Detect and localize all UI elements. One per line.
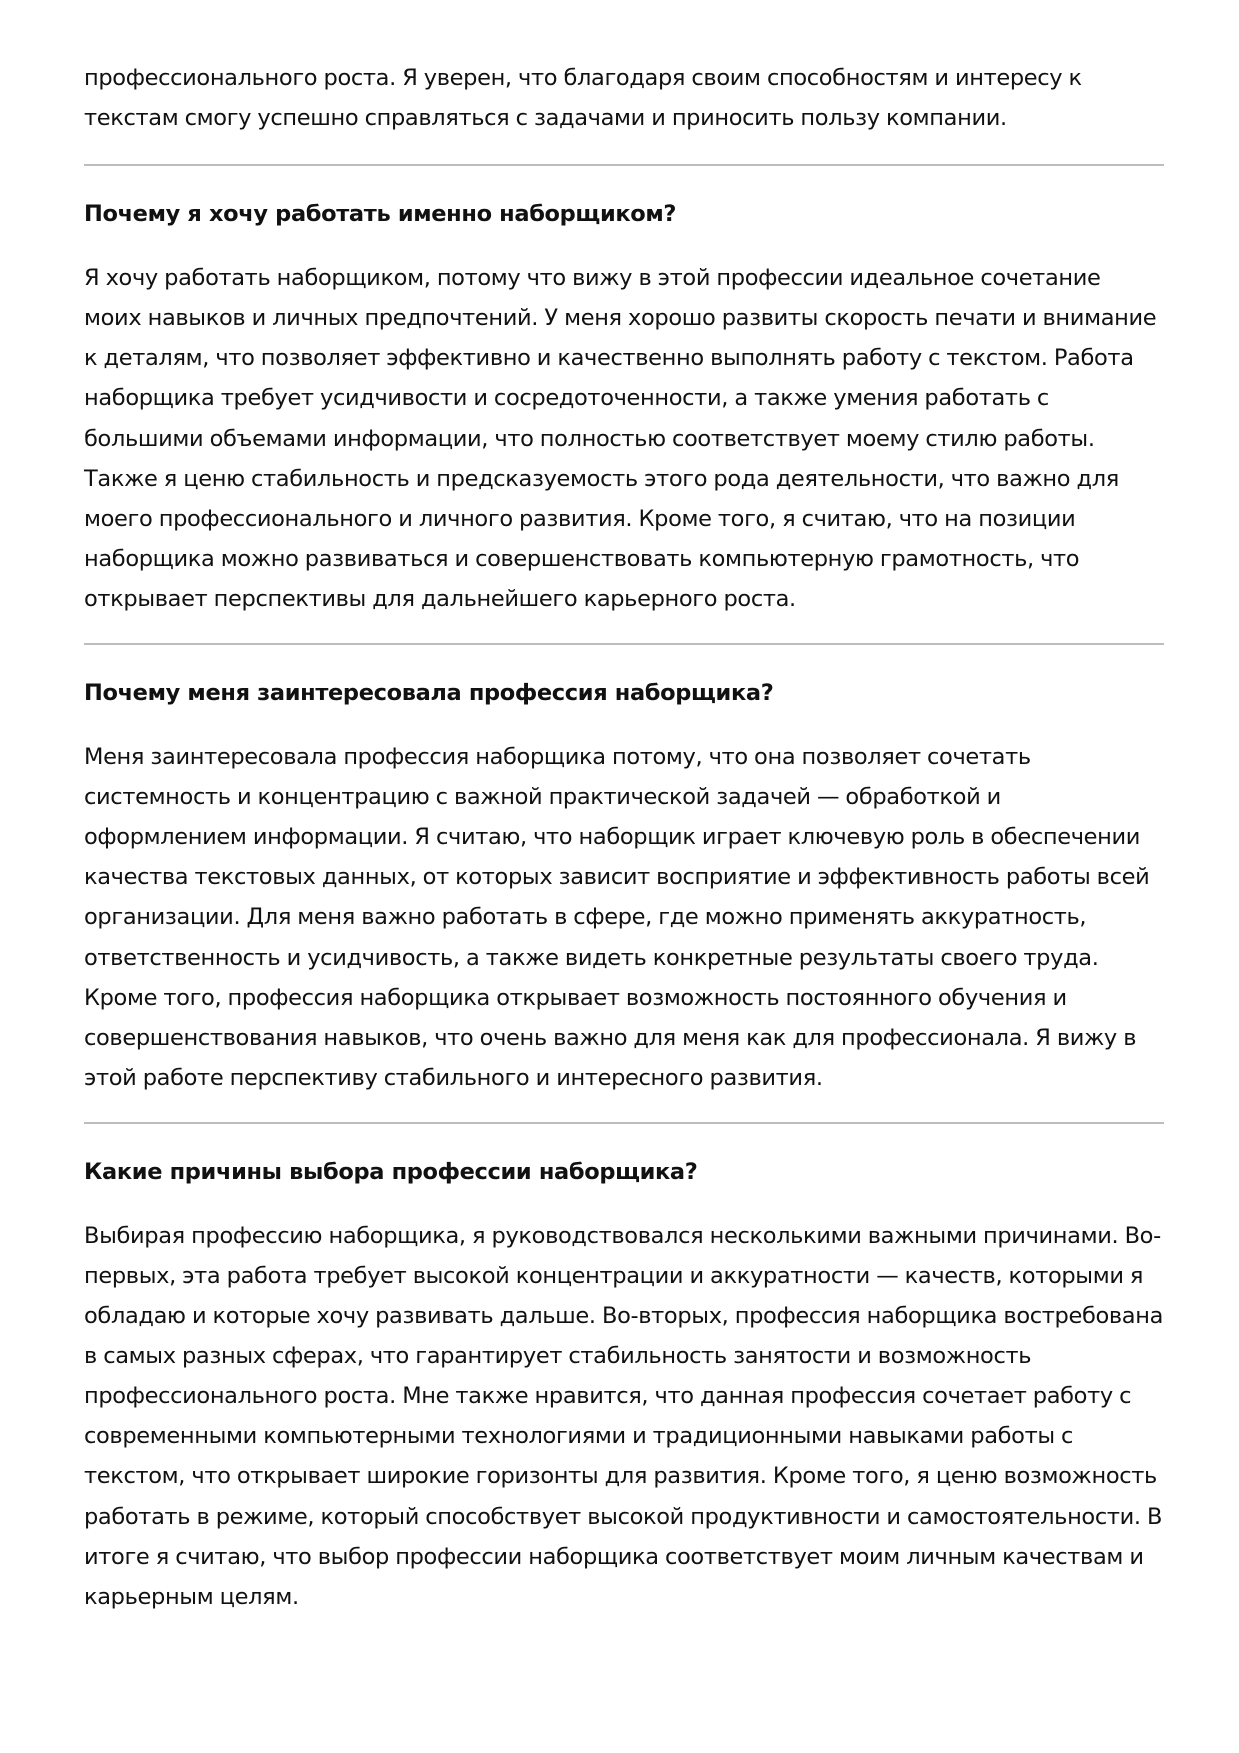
section-heading: Почему я хочу работать именно наборщиком? [84,201,677,228]
section-reasons-for-choice [84,1156,1164,1617]
section-paragraph: Выбирая профессию наборщика, я руководствовался несколькими важными причинами. Во-первых, эта работа требует высокой концентрации и аккуратности — качеств, которыми я обладаю и которые хочу развивать дальше. Во-вторых, профессия наборщика востребована в самых разных сферах, что гарантирует стабильность занятости и возможность профессионального роста. Мне также нравится, что данная профессия сочетает работу с современными компьютерными технологиями и традиционными навыками работы с текстом, что открывает широкие горизонты для развития. Кроме того, я ценю возможность работать в режиме, который способствует высокой продуктивности и самостоятельности. В итоге я считаю, что выбор профессии наборщика соответствует моим личным качествам и карьерным целям. [84,1222,1164,1610]
section-heading: Почему меня заинтересовала профессия наборщика? [84,680,774,707]
intro-paragraph: профессионального роста. Я уверен, что благодаря своим способностям и интересу к текстам смогу успешно справляться с задачами и приносить пользу компании. [84,65,1082,132]
section-heading: Какие причины выбора профессии наборщика? [84,1158,698,1185]
section-why-interested-in-profession [84,677,1164,1098]
section-divider [84,643,1164,645]
section-divider [84,1122,1164,1124]
section-paragraph: Меня заинтересовала профессия наборщика потому, что она позволяет сочетать системность и концентрацию с важной практической задачей — обработкой и оформлением информации. Я считаю, что наборщик играет ключевую роль в обеспечении качества текстовых данных, от которых зависит восприятие и эффективность работы всей организации. Для меня важно работать в сфере, где можно применять аккуратность, ответственность и усидчивость, а также видеть конкретные результаты своего труда. Кроме того, профессия наборщика открывает возможность постоянного обучения и совершенствования навыков, что очень важно для меня как для профессионала. Я вижу в этой работе перспективу стабильного и интересного развития. [84,744,1150,1091]
section-divider [84,164,1164,166]
section-why-work-as-typesetter [84,198,1164,619]
document-page [84,58,1164,1617]
section-paragraph: Я хочу работать наборщиком, потому что вижу в этой профессии идеальное сочетание моих навыков и личных предпочтений. У меня хорошо развиты скорость печати и внимание к деталям, что позволяет эффективно и качественно выполнять работу с текстом. Работа наборщика требует усидчивости и сосредоточенности, а также умения работать с большими объемами информации, что полностью соответствует моему стилю работы. Также я ценю стабильность и предсказуемость этого рода деятельности, что важно для моего профессионального и личного развития. Кроме того, я считаю, что на позиции наборщика можно развиваться и совершенствовать компьютерную грамотность, что открывает перспективы для дальнейшего карьерного роста. [84,265,1157,612]
